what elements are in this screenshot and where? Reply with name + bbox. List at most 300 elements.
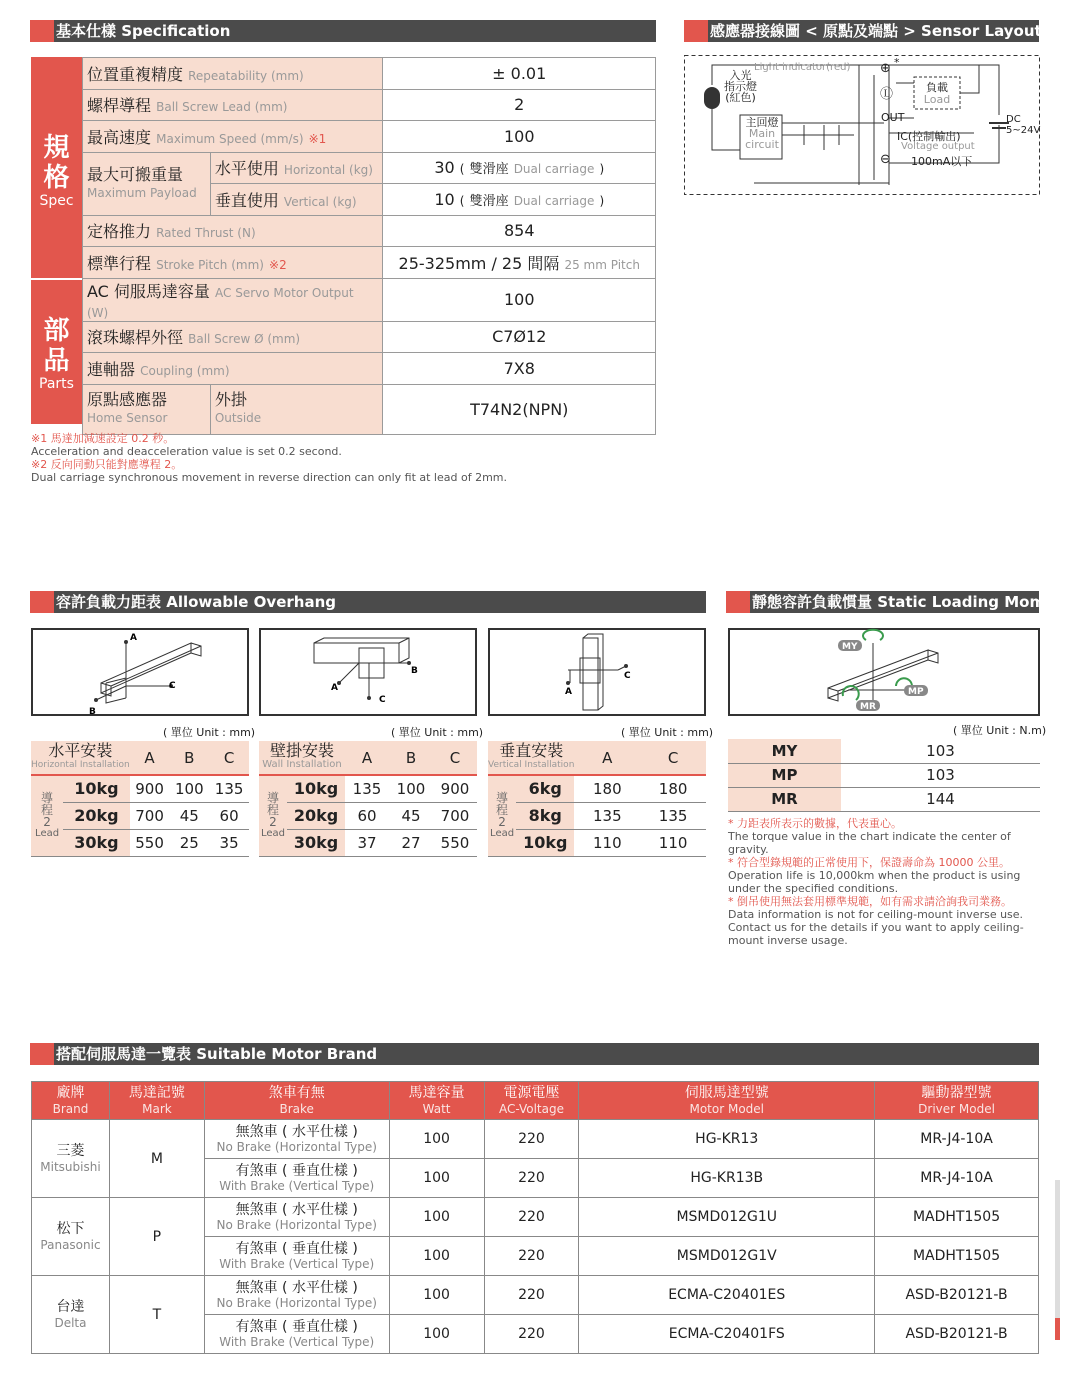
text-label: ⊖ xyxy=(880,152,891,167)
table-cell xyxy=(109,1082,204,1120)
text-label: The torque value in the chart indicate the center of gravity. xyxy=(728,830,1011,856)
spec-row xyxy=(83,384,656,434)
text-label: No Brake (Horizontal Type) xyxy=(216,1218,377,1232)
text-label: With Brake (Vertical Type) xyxy=(219,1257,375,1271)
text-label: Ball Screw Ø (mm) xyxy=(188,332,301,347)
table-cell xyxy=(204,1120,389,1159)
table-cell xyxy=(83,321,383,353)
text-label: Vertical Installation xyxy=(488,759,575,770)
text-label: IC(控制輸出) xyxy=(897,130,961,143)
table-cell: 20kg xyxy=(287,802,345,829)
table-row xyxy=(259,829,477,856)
spec-section-header xyxy=(30,20,656,42)
table-cell xyxy=(83,215,383,247)
table-cell xyxy=(31,741,130,775)
table-cell xyxy=(210,384,383,434)
table-cell: 100 xyxy=(389,1315,484,1354)
table-cell xyxy=(32,1120,110,1198)
table-cell: T xyxy=(109,1276,204,1354)
table-cell xyxy=(210,152,383,184)
text-label: 主回燈 xyxy=(745,116,779,129)
table-cell xyxy=(383,247,656,279)
text-label: Load xyxy=(923,93,951,106)
table-cell: MSMD012G1U xyxy=(579,1198,875,1237)
text-label: 容許負載力距表 Allowable Overhang xyxy=(56,593,336,611)
table-cell: ASD-B20121-B xyxy=(875,1315,1039,1354)
spec-table xyxy=(82,57,656,435)
spec-row xyxy=(83,247,656,279)
table-cell xyxy=(83,89,383,121)
text-label: 導 xyxy=(266,790,279,805)
text-label: Maximum Speed (mm/s) xyxy=(156,131,304,146)
table-cell xyxy=(83,353,383,385)
text-label: Panasonic xyxy=(40,1238,101,1252)
text-label: Dual carriage synchronous movement in reverse direction can only fit at lead of 2mm. xyxy=(31,471,507,484)
text-label: Data information is not for ceiling-mount inverse use. xyxy=(728,908,1024,921)
text-label: 水平安裝 xyxy=(48,740,113,760)
text-label: * xyxy=(894,56,900,69)
text-label: (紅色) xyxy=(725,91,756,104)
table-row xyxy=(31,829,249,856)
text-label: Lead xyxy=(260,827,286,839)
text-label: Motor Model xyxy=(689,1101,765,1116)
text-label: 搭配伺服馬達一覽表 Suitable Motor Brand xyxy=(56,1045,378,1063)
text-label: With Brake (Vertical Type) xyxy=(219,1179,375,1193)
text-label: 標準行程 xyxy=(87,253,152,273)
static-moment-table xyxy=(728,739,1040,812)
table-cell: 220 xyxy=(484,1120,579,1159)
table-cell: ECMA-C20401ES xyxy=(579,1276,875,1315)
table-cell: C xyxy=(640,741,706,775)
table-cell: 8kg xyxy=(516,802,574,829)
table-cell xyxy=(204,1159,389,1198)
table-cell: MR xyxy=(728,787,841,811)
table-cell: 700 xyxy=(433,802,477,829)
text-label: No Brake (Horizontal Type) xyxy=(216,1140,377,1154)
table-cell xyxy=(484,1082,579,1120)
horizontal-install-diagram xyxy=(31,628,249,716)
text-label: Vertical (kg) xyxy=(283,194,357,209)
text-label: 定格推力 xyxy=(87,222,152,242)
table-cell: 900 xyxy=(130,775,170,802)
table-cell: C7Ø12 xyxy=(383,321,656,353)
table-cell xyxy=(488,741,574,775)
table-cell: MY xyxy=(728,739,841,763)
text-label: No Brake (Horizontal Type) xyxy=(216,1296,377,1310)
text-label: * 符合型錄規範的正常使用下，保證壽命為 10000 公里。 xyxy=(728,856,1010,869)
text-label: 2 xyxy=(498,814,506,829)
page-edge-tabs xyxy=(1055,1180,1060,1340)
table-cell xyxy=(31,775,63,856)
sensor-section-header xyxy=(684,20,1042,42)
table-cell: 30kg xyxy=(287,829,345,856)
table-cell xyxy=(83,278,383,321)
spec-row xyxy=(83,89,656,121)
text-label: 原點感應器 xyxy=(87,390,168,409)
text-label: OUT xyxy=(881,111,905,124)
table-cell: 900 xyxy=(433,775,477,802)
text-label: ( 單位 Unit : mm) xyxy=(163,726,256,739)
spec-notes xyxy=(31,432,651,484)
table-cell xyxy=(83,247,383,279)
text-label: C xyxy=(624,671,631,681)
text-label: 導 xyxy=(496,790,509,805)
text-label: B xyxy=(89,707,96,717)
table-cell: 100 xyxy=(389,1276,484,1315)
table-cell: 135 xyxy=(209,775,249,802)
text-label: ⊕ xyxy=(880,61,891,76)
text-label: Stroke Pitch (mm) xyxy=(156,257,264,272)
text-label: ( 單位 Unit : mm) xyxy=(621,726,714,739)
table-cell xyxy=(488,775,516,856)
dc-supply-label xyxy=(1006,114,1040,136)
text-label: 螺桿導程 xyxy=(87,96,152,116)
table-cell xyxy=(259,775,287,856)
text-label: Watt xyxy=(422,1101,451,1116)
table-cell: 550 xyxy=(130,829,170,856)
table-cell: 100 xyxy=(383,278,656,321)
text-label: 三菱 xyxy=(56,1143,85,1159)
text-label: With Brake (Vertical Type) xyxy=(219,1335,375,1349)
text-label: C xyxy=(169,681,176,691)
text-label: Mitsubishi xyxy=(40,1160,101,1174)
table-cell: 220 xyxy=(484,1237,579,1276)
text-label: 導 xyxy=(41,790,54,805)
motor-section-header xyxy=(30,1043,1039,1065)
text-label: ( xyxy=(459,193,465,208)
table-cell: M xyxy=(109,1120,204,1198)
table-cell xyxy=(210,184,383,216)
text-label: Dual carriage xyxy=(513,193,595,208)
wall-overhang-table xyxy=(259,741,477,857)
text-label: 程 xyxy=(266,802,279,817)
text-label: AC-Voltage xyxy=(498,1101,564,1116)
table-cell: 45 xyxy=(169,802,209,829)
table-cell: 100 xyxy=(389,1237,484,1276)
table-cell: 135 xyxy=(640,802,706,829)
table-row xyxy=(488,829,706,856)
text-label: 外掛 xyxy=(214,390,247,409)
spec-row xyxy=(83,121,656,153)
table-cell: 180 xyxy=(574,775,640,802)
table-cell xyxy=(579,1082,875,1120)
text-label: Operation life is 10,000km when the product is using under the specified conditions. xyxy=(728,869,1021,895)
text-label: Lead xyxy=(35,827,60,839)
text-label: MR xyxy=(860,702,876,712)
text-label: 雙滑座 xyxy=(469,193,509,209)
spec-row xyxy=(83,278,656,321)
table-row xyxy=(259,775,477,802)
table-row xyxy=(728,787,1040,811)
text-label: ※1 xyxy=(308,131,327,146)
table-cell: MSMD012G1V xyxy=(579,1237,875,1276)
horizontal-overhang-table xyxy=(31,741,249,857)
table-row xyxy=(32,1198,1039,1237)
main-circuit-label xyxy=(741,117,783,150)
motor-brand-table xyxy=(31,1081,1039,1354)
table-cell: 37 xyxy=(345,829,389,856)
text-label: 基本仕樣 Specification xyxy=(56,22,231,40)
table-cell: ± 0.01 xyxy=(383,58,656,90)
table-cell: B xyxy=(169,741,209,775)
text-label: ) xyxy=(599,162,605,177)
text-label: 無煞車 ( 水平仕樣 ) xyxy=(235,1280,358,1296)
overhang-section-header xyxy=(30,591,706,613)
table-cell: 60 xyxy=(345,802,389,829)
spec-row xyxy=(83,58,656,90)
table-cell: 550 xyxy=(433,829,477,856)
table-cell: 10kg xyxy=(287,775,345,802)
table-cell: 220 xyxy=(484,1159,579,1198)
text-label: Dual carriage xyxy=(513,162,595,177)
text-label: 2 xyxy=(269,814,277,829)
text-label: AC Servo Motor Output (W) xyxy=(87,285,354,320)
table-cell xyxy=(204,1315,389,1354)
text-label: 25 mm Pitch xyxy=(564,257,640,272)
text-label: Parts xyxy=(39,376,74,392)
table-cell xyxy=(32,1082,110,1120)
text-label: Acceleration and deacceleration value is set 0.2 second. xyxy=(31,445,342,458)
table-cell: 2 xyxy=(383,89,656,121)
indicator-led xyxy=(704,87,720,109)
wall-install-diagram xyxy=(259,628,477,716)
text-label: Outside xyxy=(214,411,262,425)
text-label: Repeatability (mm) xyxy=(188,68,304,83)
text-label: Rated Thrust (N) xyxy=(156,226,256,241)
text-label: Contact us for the details if you want to apply ceiling-mount inverse usage. xyxy=(728,921,1024,947)
text-label: 程 xyxy=(41,802,54,817)
table-cell xyxy=(383,184,656,216)
table-cell: 6kg xyxy=(516,775,574,802)
text-label: 伺服馬達型號 xyxy=(684,1084,769,1101)
text-label: 滾珠螺桿外徑 xyxy=(87,328,184,348)
table-row xyxy=(31,802,249,829)
text-label: 驅動器型號 xyxy=(921,1084,992,1101)
table-cell: 103 xyxy=(841,763,1040,787)
table-cell: 110 xyxy=(640,829,706,856)
text-label: C xyxy=(379,695,386,705)
spec-row xyxy=(83,321,656,353)
table-cell: 60 xyxy=(209,802,249,829)
text-label: ( xyxy=(459,162,465,177)
table-cell: 7X8 xyxy=(383,353,656,385)
text-label: 格 xyxy=(43,163,70,193)
load-label xyxy=(914,82,960,106)
text-label: 入光 xyxy=(729,69,752,82)
table-cell: P xyxy=(109,1198,204,1276)
table-cell: 20kg xyxy=(63,802,130,829)
text-label: MP xyxy=(908,687,924,697)
text-label: A xyxy=(331,683,338,693)
table-cell: A xyxy=(130,741,170,775)
text-label: Delta xyxy=(54,1316,87,1330)
text-label: 100mA以下 xyxy=(911,155,973,168)
text-label: Voltage output xyxy=(901,141,975,152)
table-cell: T74N2(NPN) xyxy=(383,384,656,434)
table-cell: 35 xyxy=(209,829,249,856)
table-cell xyxy=(389,1082,484,1120)
text-label: 規 xyxy=(43,133,70,163)
text-label: DC xyxy=(1006,114,1021,125)
table-cell: MR-J4-10A xyxy=(875,1159,1039,1198)
text-label: 水平使用 xyxy=(214,159,279,179)
text-label: 5~24V xyxy=(1006,125,1041,136)
table-cell: MR-J4-10A xyxy=(875,1120,1039,1159)
table-cell: 103 xyxy=(841,739,1040,763)
text-label: * 力距表所表示的數據，代表重心。 xyxy=(728,817,902,830)
text-label: ※2 反向同動只能對應導程 2。 xyxy=(31,458,183,471)
text-label: 松下 xyxy=(56,1221,85,1237)
text-label: 感應器接線圖 < 原點及端點 > Sensor Layout xyxy=(710,22,1042,40)
table-cell xyxy=(83,152,211,215)
table-cell: HG-KR13 xyxy=(579,1120,875,1159)
text-label: Horizontal Installation xyxy=(31,759,130,770)
text-label: 30 xyxy=(434,158,455,178)
text-label: 電源電壓 xyxy=(503,1084,560,1101)
table-row xyxy=(728,763,1040,787)
text-label: 垂直安裝 xyxy=(499,740,564,760)
table-cell: 854 xyxy=(383,215,656,247)
table-cell: 135 xyxy=(574,802,640,829)
text-label: 靜態容許負載慣量 Static Loading Moment xyxy=(752,593,1073,611)
table-cell: 10kg xyxy=(516,829,574,856)
text-label: 壁掛安裝 xyxy=(269,740,334,760)
table-cell: MP xyxy=(728,763,841,787)
text-label: Main xyxy=(748,127,776,140)
text-label: 負載 xyxy=(926,81,948,94)
text-label: 馬達容量 xyxy=(408,1084,465,1101)
text-label: Ball Screw Lead (mm) xyxy=(156,100,288,115)
text-label: B xyxy=(411,666,418,676)
table-row xyxy=(32,1120,1039,1159)
table-row xyxy=(31,775,249,802)
table-cell: B xyxy=(389,741,433,775)
table-cell: A xyxy=(574,741,640,775)
table-cell: 25 xyxy=(169,829,209,856)
text-label: 2 xyxy=(43,814,51,829)
table-cell: 220 xyxy=(484,1198,579,1237)
text-label: Brake xyxy=(279,1101,314,1116)
static-section-header xyxy=(726,591,1073,613)
table-cell: 100 xyxy=(389,1159,484,1198)
text-label: Wall Installation xyxy=(262,758,342,770)
table-cell: C xyxy=(433,741,477,775)
table-cell xyxy=(32,1276,110,1354)
table-row xyxy=(488,775,706,802)
table-cell: 100 xyxy=(169,775,209,802)
text-label: 有煞車 ( 垂直仕樣 ) xyxy=(235,1319,358,1335)
text-label: Driver Model xyxy=(918,1101,995,1116)
text-label: Brand xyxy=(52,1101,89,1116)
text-label: 有煞車 ( 垂直仕樣 ) xyxy=(235,1241,358,1257)
text-label: AC 伺服馬達容量 xyxy=(87,281,210,301)
table-cell xyxy=(83,58,383,90)
vertical-install-diagram xyxy=(488,628,706,716)
text-label: Ⓛ xyxy=(880,87,894,102)
spec-group-label xyxy=(31,57,82,278)
table-cell: MADHT1505 xyxy=(875,1237,1039,1276)
table-cell: MADHT1505 xyxy=(875,1198,1039,1237)
table-cell: ASD-B20121-B xyxy=(875,1276,1039,1315)
table-cell xyxy=(204,1198,389,1237)
table-cell: 220 xyxy=(484,1276,579,1315)
table-cell xyxy=(83,121,383,153)
text-label: 最高速度 xyxy=(87,127,152,147)
table-cell: A xyxy=(345,741,389,775)
text-label: Home Sensor xyxy=(87,411,168,425)
text-label: ※2 xyxy=(269,257,287,272)
table-row xyxy=(259,802,477,829)
table-cell: 135 xyxy=(345,775,389,802)
table-cell xyxy=(204,1082,389,1120)
text-label: Spec xyxy=(39,193,74,209)
text-label: A xyxy=(565,687,572,697)
text-label: Mark xyxy=(142,1101,172,1116)
text-label: 10 xyxy=(434,189,455,209)
table-cell: 10kg xyxy=(63,775,130,802)
table-cell xyxy=(83,384,211,434)
text-label: 程 xyxy=(496,802,509,817)
table-cell xyxy=(204,1276,389,1315)
table-cell: 180 xyxy=(640,775,706,802)
table-cell: 100 xyxy=(383,121,656,153)
text-label: 馬達記號 xyxy=(128,1084,185,1101)
table-cell: C xyxy=(209,741,249,775)
text-label: 連軸器 xyxy=(87,359,136,379)
vertical-overhang-table xyxy=(488,741,706,857)
text-label: A xyxy=(130,633,137,643)
text-label: 雙滑座 xyxy=(469,162,509,178)
static-moment-diagram xyxy=(728,628,1040,716)
table-cell: 220 xyxy=(484,1315,579,1354)
table-cell xyxy=(32,1198,110,1276)
parts-group-label xyxy=(31,280,82,424)
text-label: ) xyxy=(599,193,605,208)
text-label: 最大可搬重量 xyxy=(87,164,184,184)
text-label: 垂直使用 xyxy=(214,190,279,210)
text-label: 品 xyxy=(43,346,70,376)
text-label: 有煞車 ( 垂直仕樣 ) xyxy=(235,1163,358,1179)
table-row xyxy=(32,1276,1039,1315)
text-label: ( 單位 Unit : N.m) xyxy=(953,724,1047,737)
text-label: Lead xyxy=(490,827,515,839)
text-label: * 倒吊使用無法套用標準規範，如有需求請洽詢我司業務。 xyxy=(728,895,1012,908)
table-cell: 100 xyxy=(389,1198,484,1237)
text-label: Coupling (mm) xyxy=(140,363,230,378)
table-cell: 100 xyxy=(389,1120,484,1159)
table-cell: 45 xyxy=(389,802,433,829)
spec-row xyxy=(83,353,656,385)
table-cell: 700 xyxy=(130,802,170,829)
text-label: Horizontal (kg) xyxy=(283,163,373,178)
light-indicator-label xyxy=(724,70,757,103)
text-label: 無煞車 ( 水平仕樣 ) xyxy=(235,1202,358,1218)
table-cell: 30kg xyxy=(63,829,130,856)
static-notes xyxy=(728,817,1042,947)
table-cell: 100 xyxy=(389,775,433,802)
text-label: 煞車有無 xyxy=(268,1084,325,1101)
table-row xyxy=(728,739,1040,763)
table-cell xyxy=(383,152,656,184)
text-label: 指示燈 xyxy=(724,80,757,93)
text-label: ( 單位 Unit : mm) xyxy=(391,726,484,739)
table-cell: 144 xyxy=(841,787,1040,811)
spec-row xyxy=(83,215,656,247)
text-label: 部 xyxy=(43,316,70,346)
table-cell: ECMA-C20401FS xyxy=(579,1315,875,1354)
spec-row xyxy=(83,152,656,184)
text-label: 廠牌 xyxy=(56,1084,85,1101)
